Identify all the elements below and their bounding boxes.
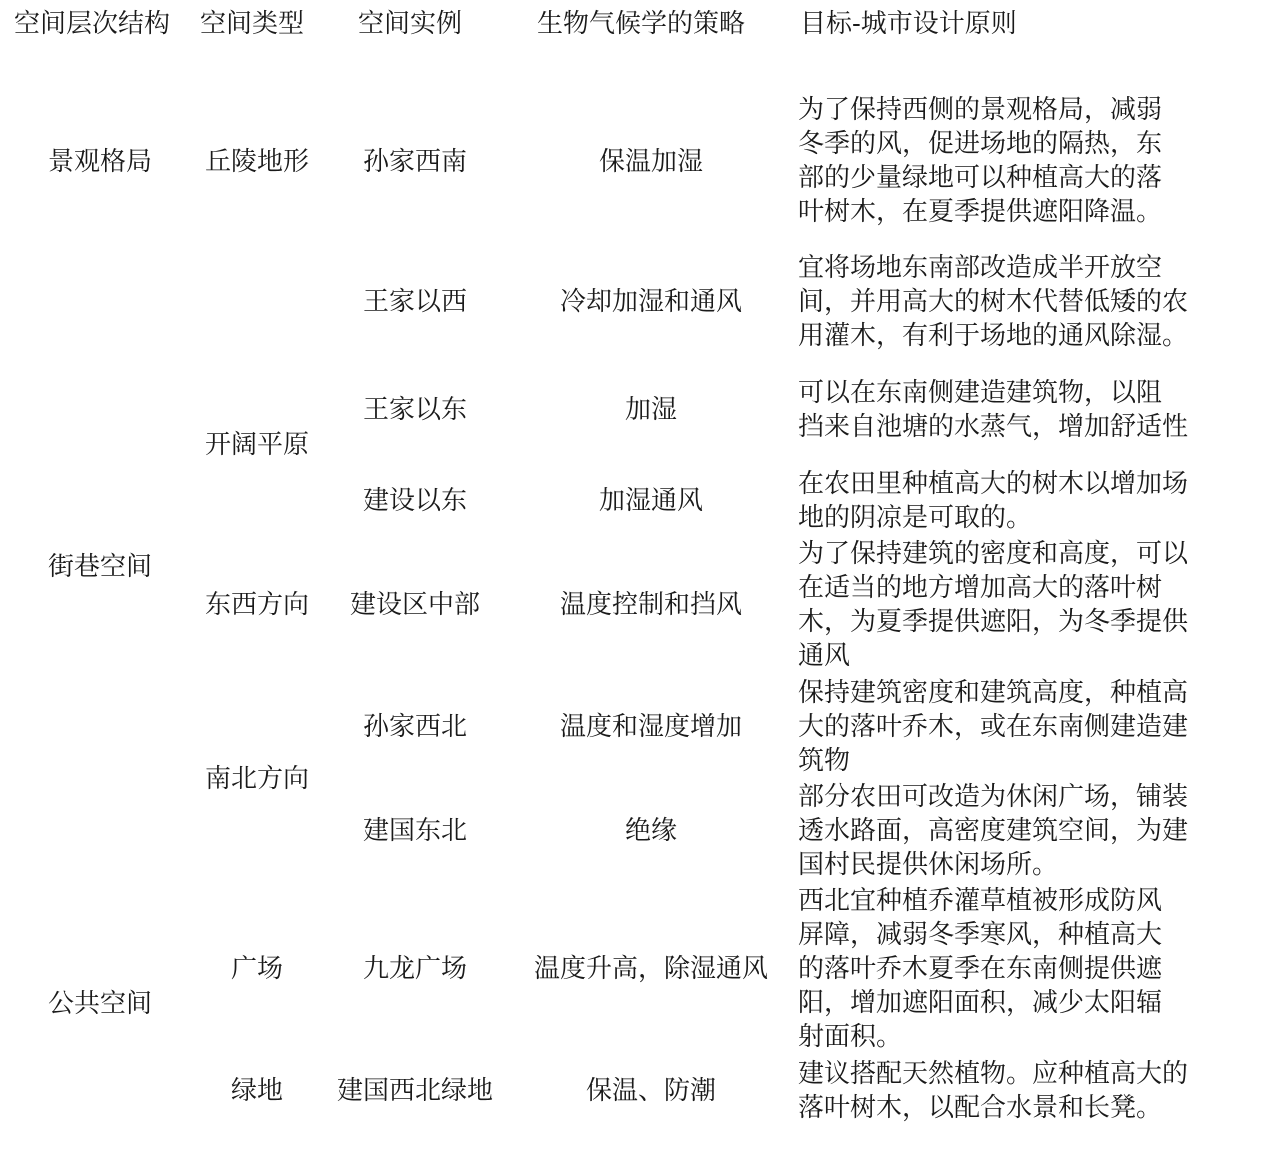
principle-row-7: 部分农田可改造为休闲广场，铺装 透水路面，高密度建筑空间，为建 国村民提供休闲场所。: [798, 782, 1189, 880]
principle-row-5: 为了保持建筑的密度和高度，可以 在适当的地方增加高大的落叶树 木，为夏季提供遮阳，为冬季提供 通风: [798, 539, 1189, 671]
example-jianshe-east: 建设以东: [362, 486, 467, 516]
principle-row-1: 为了保持西侧的景观格局，减弱 冬季的风，促进场地的隔热，东 部的少量绿地可以种植高大的落 叶树木，在夏季提供遮阳降温。: [798, 95, 1163, 227]
header-example: 空间实例: [358, 9, 463, 39]
strategy-row-4: 加湿通风: [598, 486, 703, 516]
strategy-row-5: 温度控制和挡风: [559, 590, 742, 620]
principle-row-3: 可以在东南侧建造建筑物，以阻 挡来自池塘的水蒸气，增加舒适性: [798, 378, 1189, 442]
level-street: 街巷空间: [47, 552, 152, 582]
example-jianguo-northwest-green: 建国西北绿地: [336, 1076, 493, 1106]
strategy-row-7: 绝缘: [624, 816, 677, 846]
level-landscape: 景观格局: [47, 147, 152, 177]
strategy-row-6: 温度和湿度增加: [559, 712, 742, 742]
example-wangjia-east: 王家以东: [362, 395, 467, 425]
level-public: 公共空间: [47, 989, 152, 1019]
type-square: 广场: [230, 954, 283, 984]
strategy-row-3: 加湿: [624, 395, 677, 425]
type-east-west: 东西方向: [204, 590, 309, 620]
strategy-row-8: 温度升高，除湿通风: [533, 954, 768, 984]
strategy-row-2: 冷却加湿和通风: [559, 287, 742, 317]
type-north-south: 南北方向: [204, 764, 309, 794]
example-jianguo-northeast: 建国东北: [362, 816, 467, 846]
header-level: 空间层次结构: [14, 9, 171, 39]
example-wangjia-west: 王家以西: [362, 287, 467, 317]
type-hilly-terrain: 丘陵地形: [204, 147, 309, 177]
example-sunjia-southwest: 孙家西南: [362, 147, 467, 177]
type-open-plain: 开阔平原: [204, 430, 309, 460]
header-strategy: 生物气候学的策略: [537, 9, 746, 39]
header-type: 空间类型: [200, 9, 305, 39]
strategy-row-1: 保温加湿: [598, 147, 703, 177]
principle-row-8: 西北宜种植乔灌草植被形成防风 屏障，减弱冬季寒风，种植高大 的落叶乔木夏季在东南侧提供遮 阳，增加遮阳面积，减少太阳辐 射面积。: [798, 886, 1163, 1052]
strategy-row-9: 保温、防潮: [585, 1076, 716, 1106]
example-sunjia-northwest: 孙家西北: [362, 712, 467, 742]
example-jianshe-central: 建设区中部: [349, 590, 480, 620]
type-green-space: 绿地: [230, 1076, 283, 1106]
example-jiulong-square: 九龙广场: [362, 954, 467, 984]
principle-row-4: 在农田里种植高大的树木以增加场 地的阴凉是可取的。: [798, 469, 1189, 533]
principle-row-2: 宜将场地东南部改造成半开放空 间，并用高大的树木代替低矮的农 用灌木，有利于场地的通风除湿。: [798, 253, 1189, 351]
principle-row-9: 建议搭配天然植物。应种植高大的 落叶树木，以配合水景和长凳。: [798, 1059, 1189, 1123]
principle-row-6: 保持建筑密度和建筑高度，种植高 大的落叶乔木，或在东南侧建造建 筑物: [798, 678, 1189, 776]
header-principle: 目标-城市设计原则: [800, 9, 1017, 39]
